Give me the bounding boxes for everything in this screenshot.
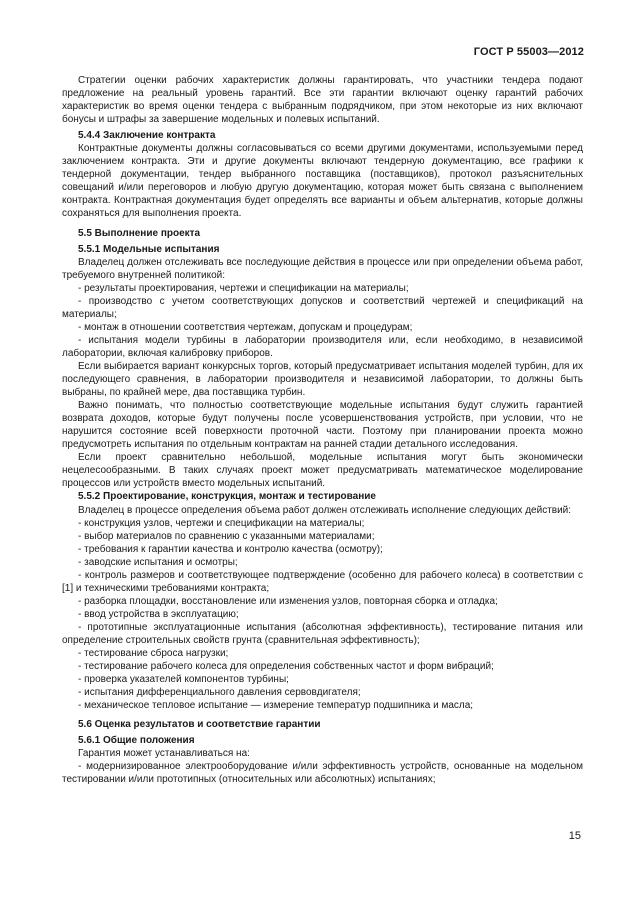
list-item: - конструкция узлов, чертежи и спецификации на материалы; — [78, 517, 365, 529]
list-item: - проверка указателей компонентов турбины; — [78, 674, 289, 686]
document-header: ГОСТ Р 55003—2012 — [473, 46, 584, 58]
paragraph: Контрактные документы должны согласовываться со всеми другими документами, используемыми перед заключением контракта. Эти и другие документы включают тендерную документацию, все графики к тендерной документации, тендер выбранного поставщика (поставщиков), протокол разъяснительных совещаний и/или переговоров и любую другую документацию, которая может быть связана с выполнением контракта. Контрактная документация будет определять все варианты и объем альтернатив, которые должны сохраняться для выполнения проекта. — [62, 143, 583, 220]
list-item: - испытания дифференциального давления сервовдигателя; — [78, 687, 361, 699]
list-item: - производство с учетом соответствующих допусков и соответствий чертежей и спецификаций на материалы; — [62, 295, 583, 320]
subsection-heading: 5.6.1 Общие положения — [78, 735, 195, 747]
subsection-heading: 5.5.2 Проектирование, конструкция, монтаж и тестирование — [78, 491, 376, 503]
list-item: - выбор материалов по сравнению с указанными материалами; — [78, 530, 375, 542]
list-item: - тестирование рабочего колеса для определения собственных частот и форм вибраций; — [78, 661, 494, 673]
list-item: - тестирование сброса нагрузки; — [78, 648, 229, 660]
list-item: - контроль размеров и соответствующее подтверждение (особенно для рабочего колеса) в соответствии с [1] и техническими требованиями контракта; — [62, 569, 583, 594]
paragraph: Если выбирается вариант конкурсных торгов, который предусматривает испытания моделей турбин, для их последующего сравнения, в лаборатории производителя и независимой лаборатории, то должны быть выбраны, по крайней мере, два поставщика турбин. — [62, 360, 583, 399]
subsection-heading: 5.5.1 Модельные испытания — [78, 243, 220, 255]
document-body — [62, 74, 583, 786]
paragraph: Владелец должен отслеживать все последующие действия в процессе или при определении объема работ, требуемого внутренней политикой: — [62, 256, 583, 281]
page-number: 15 — [568, 830, 581, 842]
list-item: - заводские испытания и осмотры; — [78, 556, 238, 568]
paragraph: Если проект сравнительно небольшой, модельные испытания могут быть экономически нецелесообразными. В таких случаях проект может предусматривать математическое моделирование процессов или устройств вместо модельных испытаний. — [62, 452, 583, 490]
list-item: - модернизированное электрооборудование и/или эффективность устройств, основанные на модельном тестировании и/или прототипных (относительных или абсолютных) испытаниях; — [62, 761, 583, 786]
list-item: - прототипные эксплуатационные испытания (абсолютная эффективность), тестирование питания или определение строительных свойств грунта (сравнительная эффективность); — [62, 621, 583, 646]
paragraph: Стратегии оценки рабочих характеристик должны гарантировать, что участники тендера подают предложение на реальный уровень гарантий. Все эти гарантии включают оценку гарантий рабочих характеристик во время оценки тендера с выбранным подрядчиком, при этом некоторые из них включают бонусы и штрафы за завершение модельных и полевых испытаний. — [62, 75, 583, 126]
list-item: - разборка площадки, восстановление или изменения узлов, повторная сборка и отладка; — [78, 595, 498, 607]
subsection-heading: 5.4.4 Заключение контракта — [78, 130, 216, 142]
list-item: - механическое тепловое испытание — измерение температур подшипника и масла; — [78, 700, 474, 712]
paragraph: Владелец в процессе определения объема работ должен отслеживать исполнение следующих действий: — [78, 504, 572, 516]
paragraph: Важно понимать, что полностью соответствующие модельные испытания будут служить гарантией возврата доходов, которые будут получены после усовершенствования устройств, при условии, что не нарушится состояние всей поверхности проточной части. Поэтому при планировании проекта можно предусмотреть испытания по отдельным контрактам на ранней стадии детального исследования. — [62, 400, 583, 451]
list-item: - монтаж в отношении соответствия чертежам, допускам и процедурам; — [78, 321, 413, 333]
list-item: - испытания модели турбины в лаборатории производителя или, если необходимо, в независимой лаборатории, включая калибровку приборов. — [62, 334, 583, 359]
list-item: - ввод устройства в эксплуатацию; — [78, 608, 239, 620]
paragraph: Гарантия может устанавливаться на: — [78, 748, 250, 760]
list-item: - требования к гарантии качества и контролю качества (осмотру); — [78, 543, 383, 555]
section-heading: 5.6 Оценка результатов и соответствие гарантии — [78, 719, 321, 731]
list-item: - результаты проектирования, чертежи и спецификации на материалы; — [78, 282, 409, 294]
section-heading: 5.5 Выполнение проекта — [78, 227, 201, 239]
